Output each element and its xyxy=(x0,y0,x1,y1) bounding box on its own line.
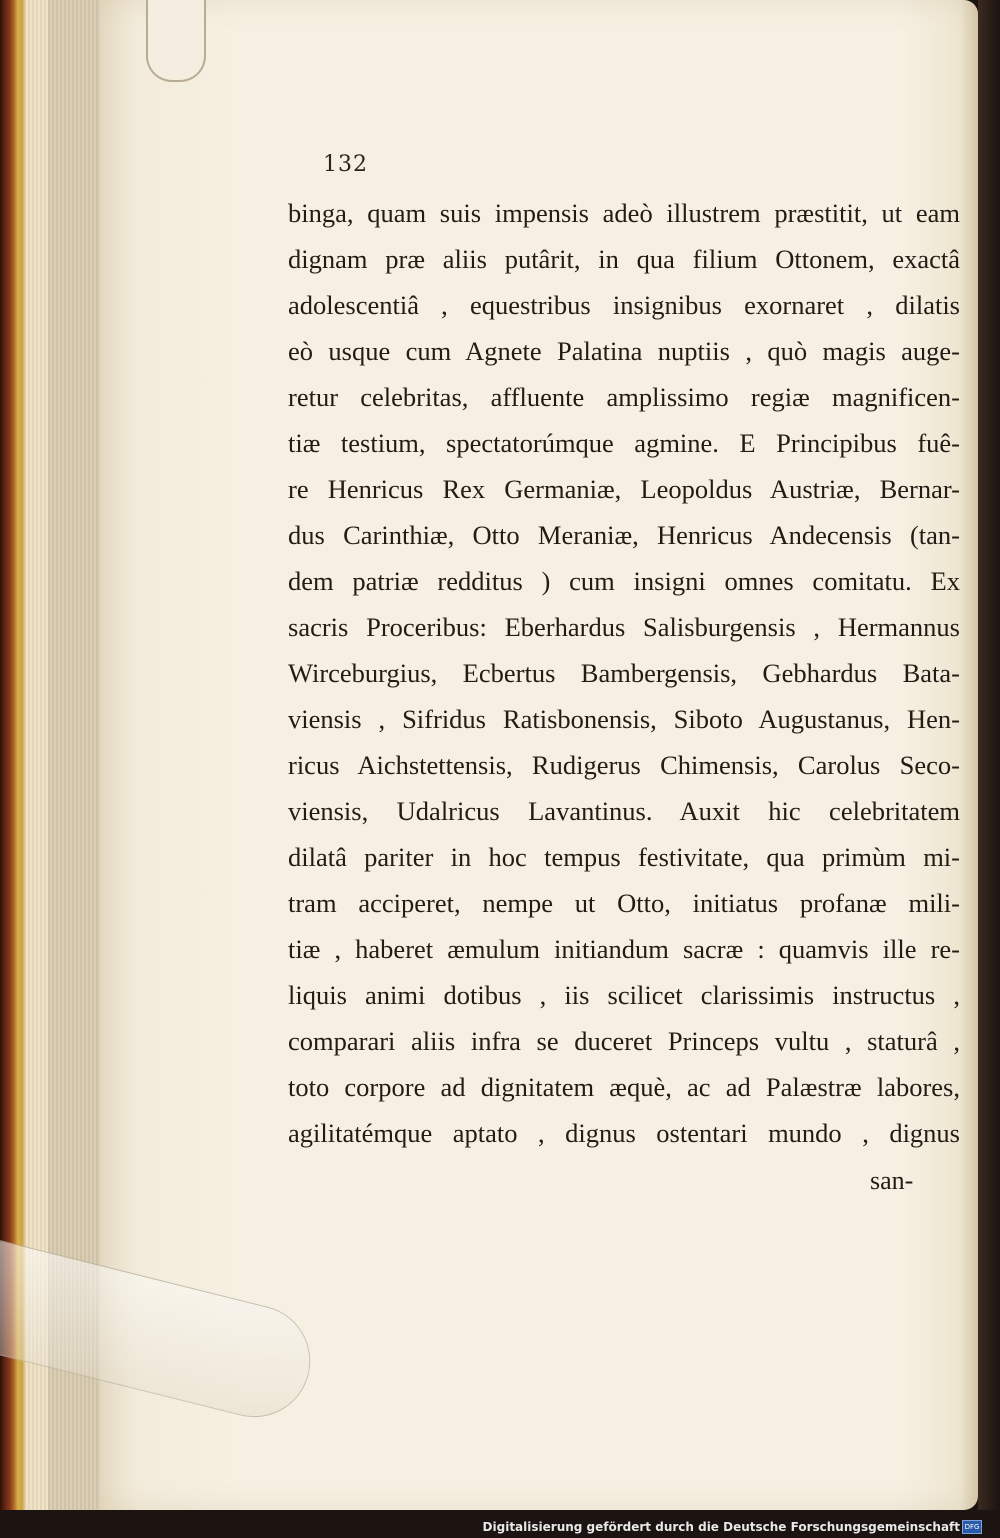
text-line: eò usque cum Agnete Palatina nuptiis , quò magis auge- xyxy=(288,336,960,366)
text-line: toto corpore ad dignitatem æquè, ac ad Palæstræ labores, xyxy=(288,1072,960,1102)
dfg-logo: DFG xyxy=(962,1520,982,1534)
text-line: sacris Proceribus: Eberhardus Salisburgensis , Hermannus xyxy=(288,612,960,642)
text-line: adolescentiâ , equestribus insignibus exornaret , dilatis xyxy=(288,290,960,320)
text-line: Wirceburgius, Ecbertus Bambergensis, Gebhardus Bata- xyxy=(288,658,960,688)
right-page-edge xyxy=(978,0,1000,1538)
text-line: liquis animi dotibus , iis scilicet clarissimis instructus , xyxy=(288,980,960,1010)
body-text xyxy=(288,190,960,1156)
text-line: comparari aliis infra se duceret Princeps vultu , staturâ , xyxy=(288,1026,960,1056)
text-line: tiæ , haberet æmulum initiandum sacræ : quamvis ille re- xyxy=(288,934,960,964)
text-line: tram acciperet, nempe ut Otto, initiatus profanæ mili- xyxy=(288,888,960,918)
page-tab-marker xyxy=(146,0,206,82)
text-line: ricus Aichstettensis, Rudigerus Chimensis, Carolus Seco- xyxy=(288,750,960,780)
text-line: dus Carinthiæ, Otto Meraniæ, Henricus Andecensis (tan- xyxy=(288,520,960,550)
digitization-credit: Digitalisierung gefördert durch die Deutsche Forschungsgemeinschaft xyxy=(482,1520,960,1534)
text-line: dem patriæ redditus ) cum insigni omnes comitatu. Ex xyxy=(288,566,960,596)
text-line: dignam præ aliis putârit, in qua filium Ottonem, exactâ xyxy=(288,244,960,274)
text-line: agilitatémque aptato , dignus ostentari mundo , dignus xyxy=(288,1118,960,1148)
text-line: binga, quam suis impensis adeò illustrem præstitit, ut eam xyxy=(288,198,960,228)
page-number: 132 xyxy=(323,152,368,177)
catchword: san- xyxy=(870,1166,914,1195)
text-line: dilatâ pariter in hoc tempus festivitate, qua primùm mi- xyxy=(288,842,960,872)
text-line: viensis, Udalricus Lavantinus. Auxit hic celebritatem xyxy=(288,796,960,826)
text-line: viensis , Sifridus Ratisbonensis, Siboto Augustanus, Hen- xyxy=(288,704,960,734)
text-line: re Henricus Rex Germaniæ, Leopoldus Austriæ, Bernar- xyxy=(288,474,960,504)
text-line: tiæ testium, spectatorúmque agmine. E Principibus fuê- xyxy=(288,428,960,458)
text-line: retur celebritas, affluente amplissimo regiæ magnificen- xyxy=(288,382,960,412)
